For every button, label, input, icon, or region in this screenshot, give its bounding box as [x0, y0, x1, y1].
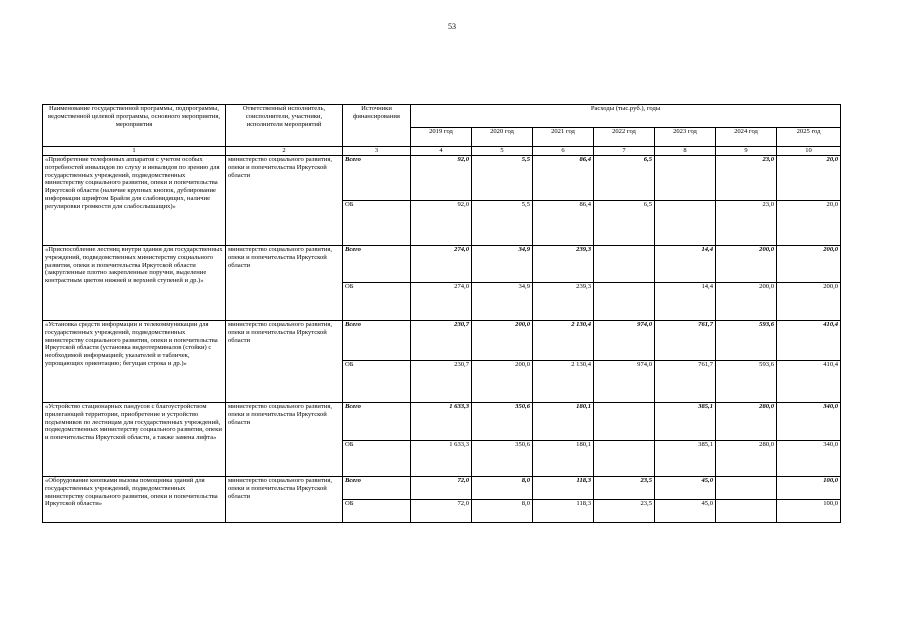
ob-value-cell: 34,9 — [472, 283, 533, 321]
total-value-cell: 86,4 — [533, 156, 594, 201]
column-number: 5 — [472, 147, 533, 156]
ob-value-cell: 20,0 — [777, 201, 841, 246]
column-number: 10 — [777, 147, 841, 156]
source-ob-label: ОБ — [343, 283, 411, 321]
column-number: 6 — [533, 147, 594, 156]
total-value-cell: 34,9 — [472, 246, 533, 283]
ob-value-cell: 761,7 — [655, 361, 716, 403]
total-value-cell: 239,3 — [533, 246, 594, 283]
ob-value-cell — [594, 441, 655, 477]
ob-value-cell: 350,6 — [472, 441, 533, 477]
ob-value-cell: 385,1 — [655, 441, 716, 477]
source-total-label: Всего — [343, 156, 411, 201]
activity-executor: министерство социального развития, опеки и попечительства Иркутской области — [226, 246, 343, 321]
total-value-cell: 274,0 — [411, 246, 472, 283]
ob-value-cell: 1 633,3 — [411, 441, 472, 477]
ob-value-cell: 280,0 — [716, 441, 777, 477]
column-number: 3 — [343, 147, 411, 156]
table-row — [43, 156, 841, 201]
ob-value-cell: 274,0 — [411, 283, 472, 321]
source-ob-label: ОБ — [343, 361, 411, 403]
ob-value-cell: 92,0 — [411, 201, 472, 246]
total-value-cell: 6,5 — [594, 156, 655, 201]
column-number: 8 — [655, 147, 716, 156]
total-value-cell: 340,0 — [777, 403, 841, 441]
total-value-cell: 8,0 — [472, 477, 533, 500]
total-value-cell: 230,7 — [411, 321, 472, 361]
ob-value-cell — [716, 500, 777, 523]
ob-value-cell: 2 130,4 — [533, 361, 594, 403]
header-year: 2019 год — [411, 128, 472, 147]
activity-name: «Установка средств информации и телекоммуникации для государственных учреждений, подведомственных министерству социального развития, опеки и попечительства Иркутской области (установка видеотерминалов (стойки) с необходимой информацией; указателей и табличек, упрощающих ориентацию; бегущая строка и др.)» — [43, 321, 226, 403]
ob-value-cell: 8,0 — [472, 500, 533, 523]
ob-value-cell: 23,5 — [594, 500, 655, 523]
activity-name: «Оборудование кнопками вызова помощника зданий для государственных учреждений, подведомственных министерству социального развития, опеки и попечительства Иркутской области» — [43, 477, 226, 523]
ob-value-cell: 5,5 — [472, 201, 533, 246]
total-value-cell: 100,0 — [777, 477, 841, 500]
ob-value-cell: 14,4 — [655, 283, 716, 321]
total-value-cell: 23,5 — [594, 477, 655, 500]
ob-value-cell: 45,0 — [655, 500, 716, 523]
header-expenses: Расходы (тыс.руб.), годы — [411, 105, 841, 128]
table-row — [43, 246, 841, 283]
total-value-cell: 23,0 — [716, 156, 777, 201]
table-row — [43, 403, 841, 441]
column-number: 9 — [716, 147, 777, 156]
expenses-table — [42, 104, 841, 523]
activity-executor: министерство социального развития, опеки и попечительства Иркутской области — [226, 403, 343, 477]
ob-value-cell: 100,0 — [777, 500, 841, 523]
activity-name: «Приобретение телефонных аппаратов с учетом особых потребностей инвалидов по слуху и инвалидов по зрению для государственных учреждений, подведомственных министерству социального развития, опеки и попечительства Иркутской области (наличие крупных кнопок, дублирование информации шрифтом Брайля для слабовидящих, наличие регулировки громкости для слабослышащих)» — [43, 156, 226, 246]
ob-value-cell: 200,0 — [472, 361, 533, 403]
total-value-cell: 5,5 — [472, 156, 533, 201]
source-total-label: Всего — [343, 477, 411, 500]
ob-value-cell: 86,4 — [533, 201, 594, 246]
activity-name: «Устройство стационарных пандусов с благоустройством прилегающей территории, приобретение и устройство подъемников по лестницам для государственных учреждений, подведомственных министерству социального развития, опеки и попечительства Иркутской области, а также замена лифта» — [43, 403, 226, 477]
table-row — [43, 477, 841, 500]
total-value-cell — [594, 246, 655, 283]
total-value-cell: 974,0 — [594, 321, 655, 361]
table-row — [43, 321, 841, 361]
activity-executor: министерство социального развития, опеки и попечительства Иркутской области — [226, 156, 343, 246]
ob-value-cell: 340,0 — [777, 441, 841, 477]
ob-value-cell: 593,6 — [716, 361, 777, 403]
column-number: 1 — [43, 147, 226, 156]
total-value-cell — [716, 477, 777, 500]
total-value-cell: 118,3 — [533, 477, 594, 500]
ob-value-cell — [594, 283, 655, 321]
total-value-cell: 20,0 — [777, 156, 841, 201]
total-value-cell: 45,0 — [655, 477, 716, 500]
total-value-cell: 92,0 — [411, 156, 472, 201]
header-source-column: Источники финансирования — [343, 105, 411, 147]
header-year: 2021 год — [533, 128, 594, 147]
activity-executor: министерство социального развития, опеки и попечительства Иркутской области — [226, 321, 343, 403]
ob-value-cell: 118,3 — [533, 500, 594, 523]
page-number: 53 — [448, 22, 456, 31]
column-number: 2 — [226, 147, 343, 156]
total-value-cell: 200,0 — [777, 246, 841, 283]
header-year: 2025 год — [777, 128, 841, 147]
ob-value-cell — [655, 201, 716, 246]
total-value-cell — [655, 156, 716, 201]
source-total-label: Всего — [343, 403, 411, 441]
source-ob-label: ОБ — [343, 500, 411, 523]
total-value-cell: 2 130,4 — [533, 321, 594, 361]
total-value-cell: 350,6 — [472, 403, 533, 441]
activity-name: «Приспособление лестниц внутри здания для государственных учреждений, подведомственных министерству социального развития, опеки и попечительства Иркутской области (закругленные плотно закрепленные поручни, выделение контрастным цветом нижней и верхней ступеней и др.)» — [43, 246, 226, 321]
total-value-cell: 593,6 — [716, 321, 777, 361]
ob-value-cell: 200,0 — [777, 283, 841, 321]
table-header — [43, 105, 841, 156]
source-total-label: Всего — [343, 246, 411, 283]
ob-value-cell: 410,4 — [777, 361, 841, 403]
header-year: 2022 год — [594, 128, 655, 147]
total-value-cell: 280,0 — [716, 403, 777, 441]
ob-value-cell: 23,0 — [716, 201, 777, 246]
ob-value-cell: 200,0 — [716, 283, 777, 321]
ob-value-cell: 6,5 — [594, 201, 655, 246]
total-value-cell: 14,4 — [655, 246, 716, 283]
total-value-cell: 180,1 — [533, 403, 594, 441]
total-value-cell: 385,1 — [655, 403, 716, 441]
header-year: 2020 год — [472, 128, 533, 147]
activity-executor: министерство социального развития, опеки и попечительства Иркутской области — [226, 477, 343, 523]
total-value-cell: 200,0 — [472, 321, 533, 361]
ob-value-cell: 230,7 — [411, 361, 472, 403]
header-year: 2024 год — [716, 128, 777, 147]
header-executor-column: Ответственный исполнитель, соисполнители, участники, исполнители мероприятий — [226, 105, 343, 147]
source-ob-label: ОБ — [343, 201, 411, 246]
total-value-cell: 761,7 — [655, 321, 716, 361]
header-year: 2023 год — [655, 128, 716, 147]
column-number: 4 — [411, 147, 472, 156]
column-number: 7 — [594, 147, 655, 156]
ob-value-cell: 72,0 — [411, 500, 472, 523]
ob-value-cell: 180,1 — [533, 441, 594, 477]
total-value-cell — [594, 403, 655, 441]
total-value-cell: 410,4 — [777, 321, 841, 361]
total-value-cell: 72,0 — [411, 477, 472, 500]
total-value-cell: 1 633,3 — [411, 403, 472, 441]
ob-value-cell: 974,0 — [594, 361, 655, 403]
total-value-cell: 200,0 — [716, 246, 777, 283]
ob-value-cell: 239,3 — [533, 283, 594, 321]
source-total-label: Всего — [343, 321, 411, 361]
header-name-column: Наименование государственной программы, подпрограммы, ведомственной целевой программы, основного мероприятия, мероприятия — [43, 105, 226, 147]
source-ob-label: ОБ — [343, 441, 411, 477]
table-body — [43, 156, 841, 523]
